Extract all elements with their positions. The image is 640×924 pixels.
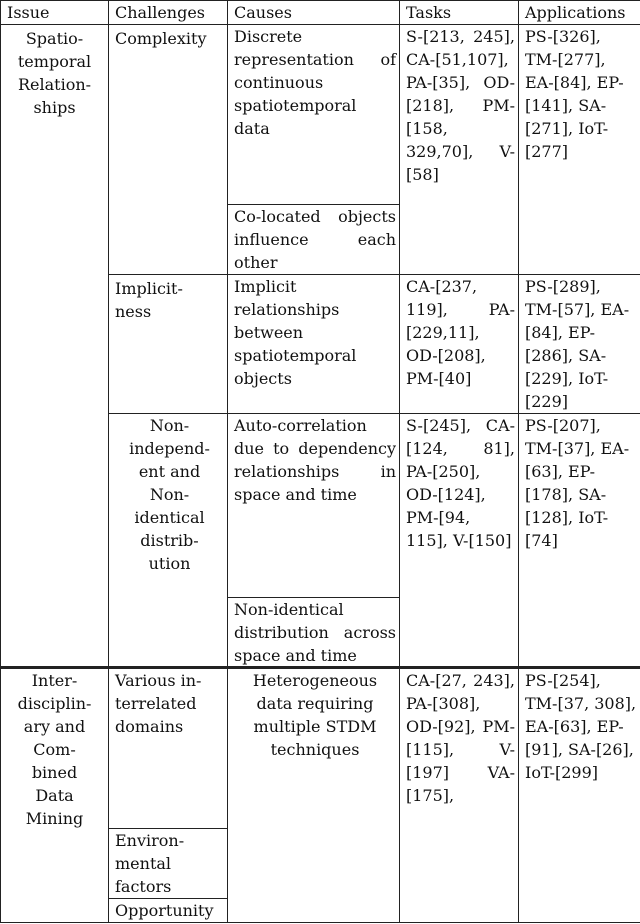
header-applications: Applications (519, 1, 640, 25)
tasks-cell: S-[213, 245], CA-[51,107], PA-[35], OD-[218], PM-[158, 329,70], V-[58] (400, 25, 519, 275)
cause-cell: Auto-correlation due to dependency relationships in space and time (228, 414, 400, 598)
tasks-cell: S-[245], CA-[124, 81], PA-[250], OD-[124], PM-[94, 115], V-[150] (400, 414, 519, 668)
table-row (1, 668, 640, 829)
applications-cell: PS-[289], TM-[57], EA-[84], EP-[286], SA-[229], IoT-[229] (519, 275, 640, 414)
issue-cell: Spatio- temporal Relation- ships (1, 25, 109, 668)
header-challenges: Challenges (109, 1, 228, 25)
cause-cell: Discrete representation of continuous spatiotemporal data (228, 25, 400, 205)
challenge-cell: Implicit- ness (109, 275, 228, 414)
cause-cell: Non-identical distribution across space and time (228, 598, 400, 668)
applications-cell: PS-[207], TM-[37], EA-[63], EP-[178], SA-[128], IoT-[74] (519, 414, 640, 668)
issue-cell: Inter- disciplin- ary and Com- bined Data Mining (1, 668, 109, 923)
applications-cell: PS-[326], TM-[277], EA-[84], EP-[141], SA-[271], IoT-[277] (519, 25, 640, 275)
challenge-cell: Environ- mental factors (109, 829, 228, 899)
applications-cell: PS-[254], TM-[37, 308], EA-[63], EP-[91], SA-[26], IoT-[299] (519, 668, 640, 923)
header-causes: Causes (228, 1, 400, 25)
challenge-cell: Non- independ- ent and Non- identical distrib- ution (109, 414, 228, 668)
header-issue: Issue (1, 1, 109, 25)
tasks-cell: CA-[27, 243], PA-[308], OD-[92], PM-[115], V-[197] VA-[175], (400, 668, 519, 923)
cause-cell: Co-located objects influence each other (228, 205, 400, 275)
challenge-cell: Various in- terrelated domains (109, 668, 228, 829)
challenge-cell: Opportunity (109, 899, 228, 923)
header-tasks: Tasks (400, 1, 519, 25)
cause-cell: Heterogeneous data requiring multiple STDM techniques (228, 668, 400, 923)
tasks-cell: CA-[237, 119], PA-[229,11], OD-[208], PM-[40] (400, 275, 519, 414)
challenge-cell: Complexity (109, 25, 228, 275)
table-row (1, 25, 640, 205)
header-row (1, 1, 640, 25)
cause-cell: Implicit relationships between spatiotemporal objects (228, 275, 400, 414)
